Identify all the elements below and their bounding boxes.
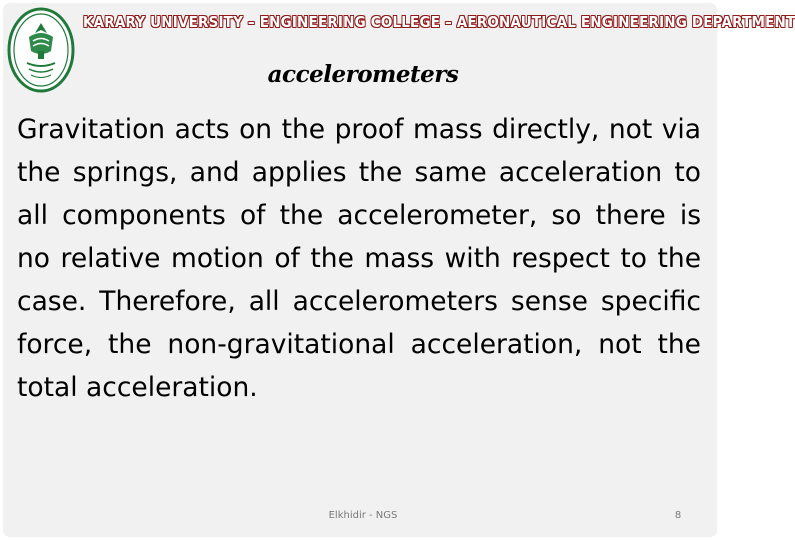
slide-body-text: Gravitation acts on the proof mass directly, not via the springs, and applies the same acceleration to all components of the accelerometer, so there is no relative motion of the mass with respect to the case. Therefore, all accelerometers sense specific force, the non-gravitational acceleration, not the total acceleration. bbox=[17, 114, 701, 403]
footer-text: Elkhidir - NGS bbox=[328, 510, 398, 521]
department-header: KARARY UNIVERSITY – ENGINEERING COLLEGE – AERONAUTICAL ENGINEERING DEPARTMENT bbox=[83, 13, 795, 31]
slide-title: accelerometers bbox=[267, 61, 459, 88]
page-number: 8 bbox=[674, 510, 682, 521]
